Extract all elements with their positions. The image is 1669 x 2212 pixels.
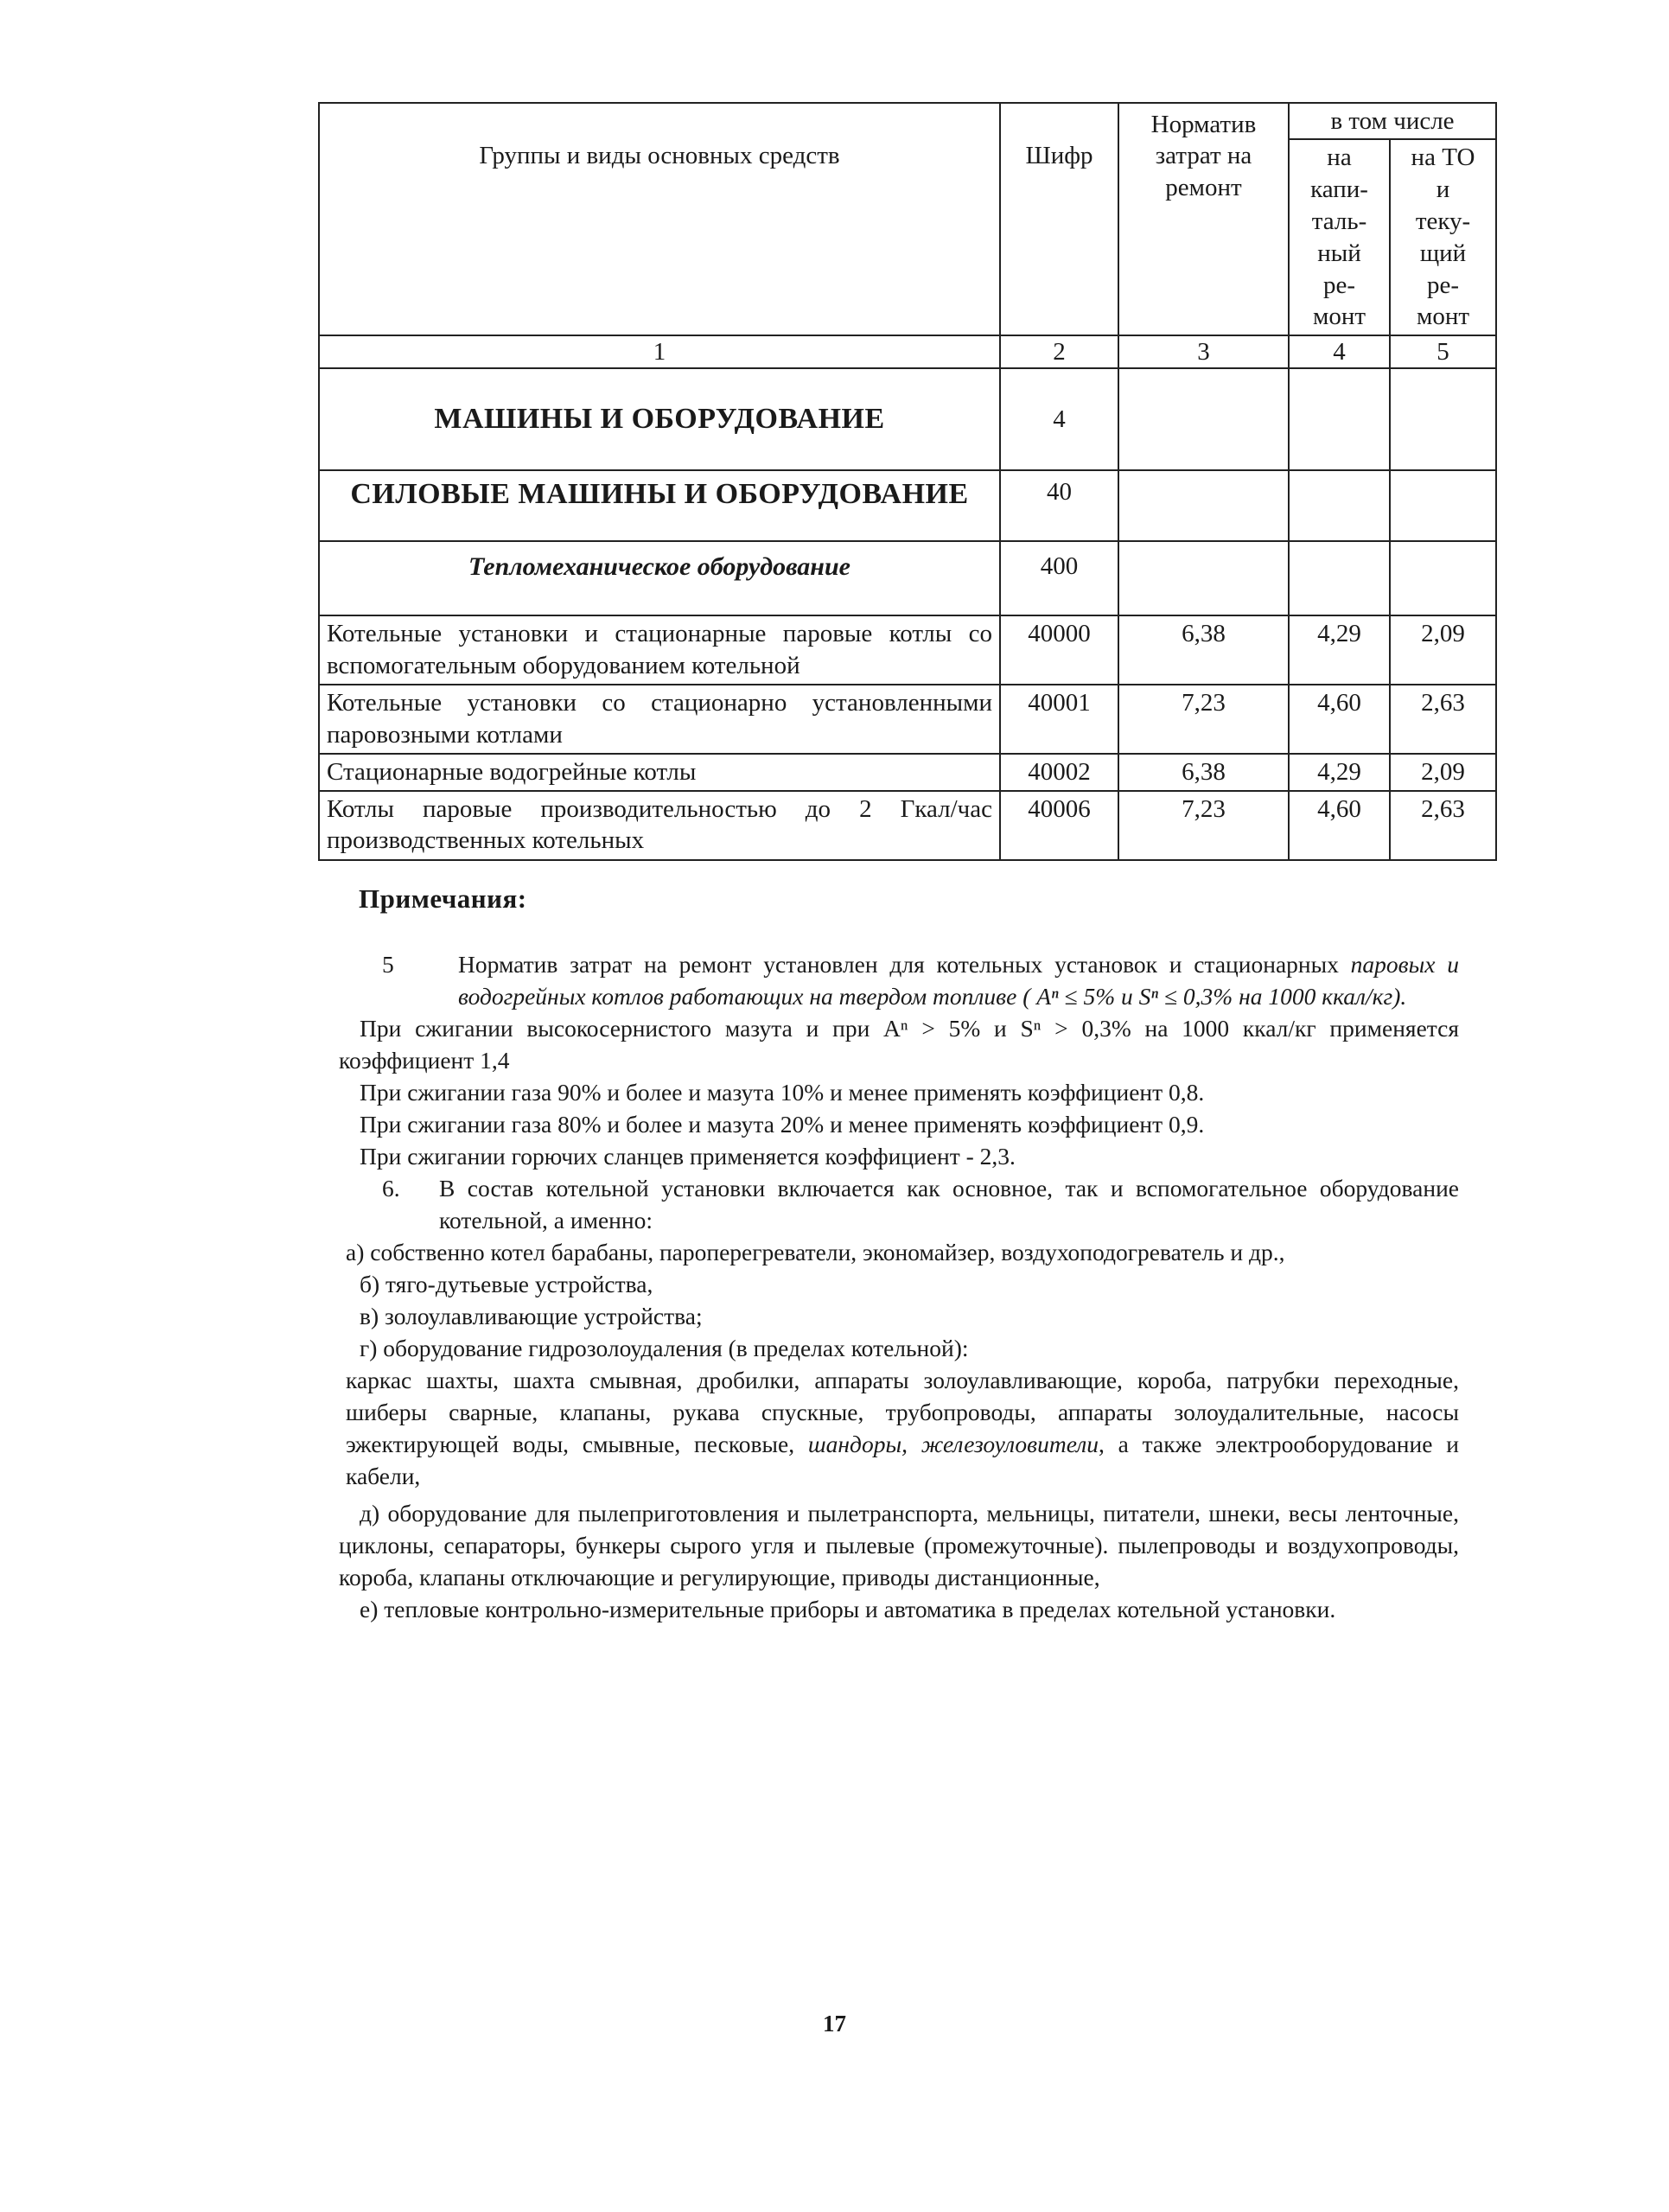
table-row (319, 791, 1496, 860)
row-code: 40002 (1000, 754, 1118, 790)
row-current: 2,09 (1390, 754, 1496, 790)
section-row (319, 541, 1496, 615)
row-capital: 4,29 (1289, 615, 1390, 685)
note-paragraph: При сжигании высокосернистого мазута и при Aⁿ > 5% и Sⁿ > 0,3% на 1000 ккал/кг применяется коэффициент 1,4 (339, 1015, 1459, 1074)
section-code: 400 (1000, 541, 1118, 615)
notes-body (339, 948, 1459, 1625)
note-list-item-g: г) оборудование гидрозолоудаления (в пределах котельной): (360, 1335, 969, 1361)
note-paragraph: При сжигании горючих сланцев применяется коэффициент - 2,3. (360, 1143, 1016, 1170)
section-code: 4 (1000, 368, 1118, 470)
note-paragraph: При сжигании газа 80% и более и мазута 20% и менее применять коэффициент 0,9. (360, 1111, 1205, 1138)
note-list-detail-g (339, 1364, 1459, 1492)
page-number: 17 (823, 2011, 846, 2037)
header-capital: на капи- таль- ный ре- монт (1289, 139, 1390, 335)
row-capital: 4,29 (1289, 754, 1390, 790)
row-code: 40001 (1000, 685, 1118, 754)
note-text (424, 948, 1459, 1012)
section-row (319, 470, 1496, 541)
note-item-6 (339, 1172, 1459, 1236)
row-current: 2,63 (1390, 791, 1496, 860)
header-group: Группы и виды основных средств (319, 103, 1000, 335)
col-number-5: 5 (1390, 335, 1496, 368)
row-capital: 4,60 (1289, 685, 1390, 754)
note-text-part: , а также электрооборудование и кабели, (346, 1431, 1459, 1489)
row-norm: 6,38 (1118, 754, 1289, 790)
note-list-item-e: е) тепловые контрольно-измерительные приборы и автоматика в пределах котельной установки. (360, 1596, 1336, 1622)
table-header-row (319, 103, 1496, 139)
column-number-row (319, 335, 1496, 368)
row-name: Котельные установки и стационарные паровые котлы со вспомогательным оборудованием котельной (319, 615, 1000, 685)
header-code: Шифр (1000, 103, 1118, 335)
note-text-italic: шандоры, железоуловители (807, 1431, 1099, 1457)
section-name: СИЛОВЫЕ МАШИНЫ И ОБОРУДОВАНИЕ (319, 470, 1000, 541)
section-name: МАШИНЫ И ОБОРУДОВАНИЕ (319, 368, 1000, 470)
row-capital: 4,60 (1289, 791, 1390, 860)
note-list-item-b: б) тяго-дутьевые устройства, (360, 1271, 653, 1297)
note-number: 6. (382, 1175, 400, 1202)
table-row (319, 754, 1496, 790)
row-current: 2,09 (1390, 615, 1496, 685)
note-text-formula: ( Aⁿ ≤ 5% и Sⁿ ≤ 0,3% на 1000 ккал/кг). (1016, 983, 1407, 1010)
note-text-part: каркас шахты, шахта смывная, дробилки, аппараты золоулавливающие, короба, патрубки переходные, шиберы сварные, клапаны, рукава спускные, трубопроводы, аппараты золоудалительные, насосы эжектирующей воды, смывные, песковые, (346, 1367, 1459, 1457)
row-code: 40000 (1000, 615, 1118, 685)
row-norm: 6,38 (1118, 615, 1289, 685)
section-row (319, 368, 1496, 470)
note-paragraph: При сжигании газа 90% и более и мазута 10% и менее применять коэффициент 0,8. (360, 1079, 1205, 1106)
note-list-item-a (339, 1236, 1459, 1268)
note-text-italic: паровых и водогрейных котлов работающих на твердом топливе (458, 951, 1459, 1010)
table-row (319, 685, 1496, 754)
note-list-item-d: д) оборудование для пылеприготовления и пылетранспорта, мельницы, питатели, шнеки, весы ленточные, циклоны, сепараторы, бункеры сырого угля и пылевые (промежуточные). пылепроводы и воздухопроводы, короба, клапаны отключающие и регулирующие, приводы дистанционные, (339, 1500, 1459, 1590)
row-name: Стационарные водогрейные котлы (319, 754, 1000, 790)
table-row (319, 615, 1496, 685)
notes-title: Примечания: (359, 883, 527, 914)
note-list-text: а) собственно котел барабаны, пароперегреватели, экономайзер, воздухоподогреватель и др., (346, 1239, 1285, 1265)
repair-norms-table (318, 102, 1497, 861)
note-number: 5 (382, 951, 394, 978)
col-number-4: 4 (1289, 335, 1390, 368)
row-code: 40006 (1000, 791, 1118, 860)
row-name: Котлы паровые производительностью до 2 Гкал/час производственных котельных (319, 791, 1000, 860)
header-including: в том числе (1289, 103, 1496, 139)
col-number-3: 3 (1118, 335, 1289, 368)
note-list-item-v: в) золоулавливающие устройства; (360, 1303, 703, 1329)
header-norm: Норматив затрат на ремонт (1118, 103, 1289, 335)
header-current: на ТО и теку- щий ре- монт (1390, 139, 1496, 335)
row-current: 2,63 (1390, 685, 1496, 754)
note-text: В состав котельной установки включается как основное, так и вспомогательное оборудование котельной, а именно: (439, 1175, 1459, 1233)
note-item-5 (339, 948, 1459, 1012)
row-norm: 7,23 (1118, 791, 1289, 860)
section-name: Тепломеханическое оборудование (319, 541, 1000, 615)
section-code: 40 (1000, 470, 1118, 541)
col-number-1: 1 (319, 335, 1000, 368)
row-name: Котельные установки со стационарно установленными паровозными котлами (319, 685, 1000, 754)
col-number-2: 2 (1000, 335, 1118, 368)
row-norm: 7,23 (1118, 685, 1289, 754)
note-text-part: Норматив затрат на ремонт установлен для котельных установок и стационарных (458, 951, 1351, 978)
